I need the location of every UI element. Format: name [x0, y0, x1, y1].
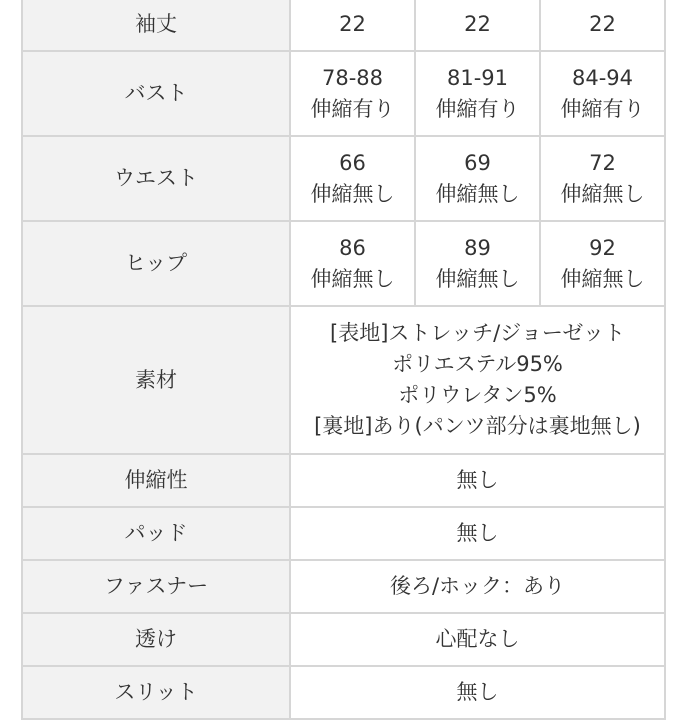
sleeve-value-3: 22 [540, 0, 665, 51]
size-spec-table [21, 0, 666, 720]
sleeve-value-2: 22 [415, 0, 540, 51]
table-row [22, 136, 665, 221]
pad-value: 無し [290, 507, 665, 560]
bust-value-2: 81-91 [446, 65, 509, 90]
bust-cell-2 [415, 51, 540, 136]
table-row [22, 51, 665, 136]
table-row [22, 306, 665, 454]
bust-cell-1 [290, 51, 415, 136]
bust-value-3: 84-94 [571, 65, 634, 90]
waist-value-2: 69 [464, 150, 491, 175]
row-label-waist: ウエスト [22, 136, 290, 221]
table-row [22, 560, 665, 613]
row-label-slit: スリット [22, 666, 290, 719]
bust-note-3: 伸縮有り [560, 96, 645, 121]
table-row [22, 666, 665, 719]
waist-cell-2 [415, 136, 540, 221]
table-row [22, 507, 665, 560]
row-label-sheer: 透け [22, 613, 290, 666]
material-line-1: [表地]ストレッチ/ジョーゼット [330, 321, 625, 345]
row-label-bust: バスト [22, 51, 290, 136]
waist-value-1: 66 [339, 150, 366, 175]
hip-value-2: 89 [464, 235, 491, 260]
bust-note-1: 伸縮有り [310, 96, 395, 121]
table-row [22, 454, 665, 507]
hip-note-1: 伸縮無し [310, 266, 395, 291]
hip-cell-2 [415, 221, 540, 306]
row-label-stretch: 伸縮性 [22, 454, 290, 507]
material-line-3: ポリウレタン5% [398, 383, 557, 407]
hip-cell-3 [540, 221, 665, 306]
material-line-4: [裏地]あり(パンツ部分は裏地無し) [314, 414, 641, 438]
slit-value: 無し [290, 666, 665, 719]
waist-note-3: 伸縮無し [560, 181, 645, 206]
row-label-fastener: ファスナー [22, 560, 290, 613]
hip-note-3: 伸縮無し [560, 266, 645, 291]
waist-cell-1 [290, 136, 415, 221]
hip-value-1: 86 [339, 235, 366, 260]
sleeve-value-1: 22 [290, 0, 415, 51]
row-label-material: 素材 [22, 306, 290, 454]
hip-note-2: 伸縮無し [435, 266, 520, 291]
waist-note-1: 伸縮無し [310, 181, 395, 206]
row-label-pad: パッド [22, 507, 290, 560]
hip-value-3: 92 [589, 235, 616, 260]
waist-note-2: 伸縮無し [435, 181, 520, 206]
bust-note-2: 伸縮有り [435, 96, 520, 121]
sheer-value: 心配なし [290, 613, 665, 666]
table-row [22, 0, 665, 51]
waist-cell-3 [540, 136, 665, 221]
hip-cell-1 [290, 221, 415, 306]
material-line-2: ポリエステル95% [392, 352, 563, 376]
bust-value-1: 78-88 [321, 65, 384, 90]
table-row [22, 613, 665, 666]
stretch-value: 無し [290, 454, 665, 507]
bust-cell-3 [540, 51, 665, 136]
fastener-value: 後ろ/ホック：あり [290, 560, 665, 613]
waist-value-3: 72 [589, 150, 616, 175]
row-label-sleeve: 袖丈 [22, 0, 290, 51]
material-cell [290, 306, 665, 454]
row-label-hip: ヒップ [22, 221, 290, 306]
table-row [22, 221, 665, 306]
